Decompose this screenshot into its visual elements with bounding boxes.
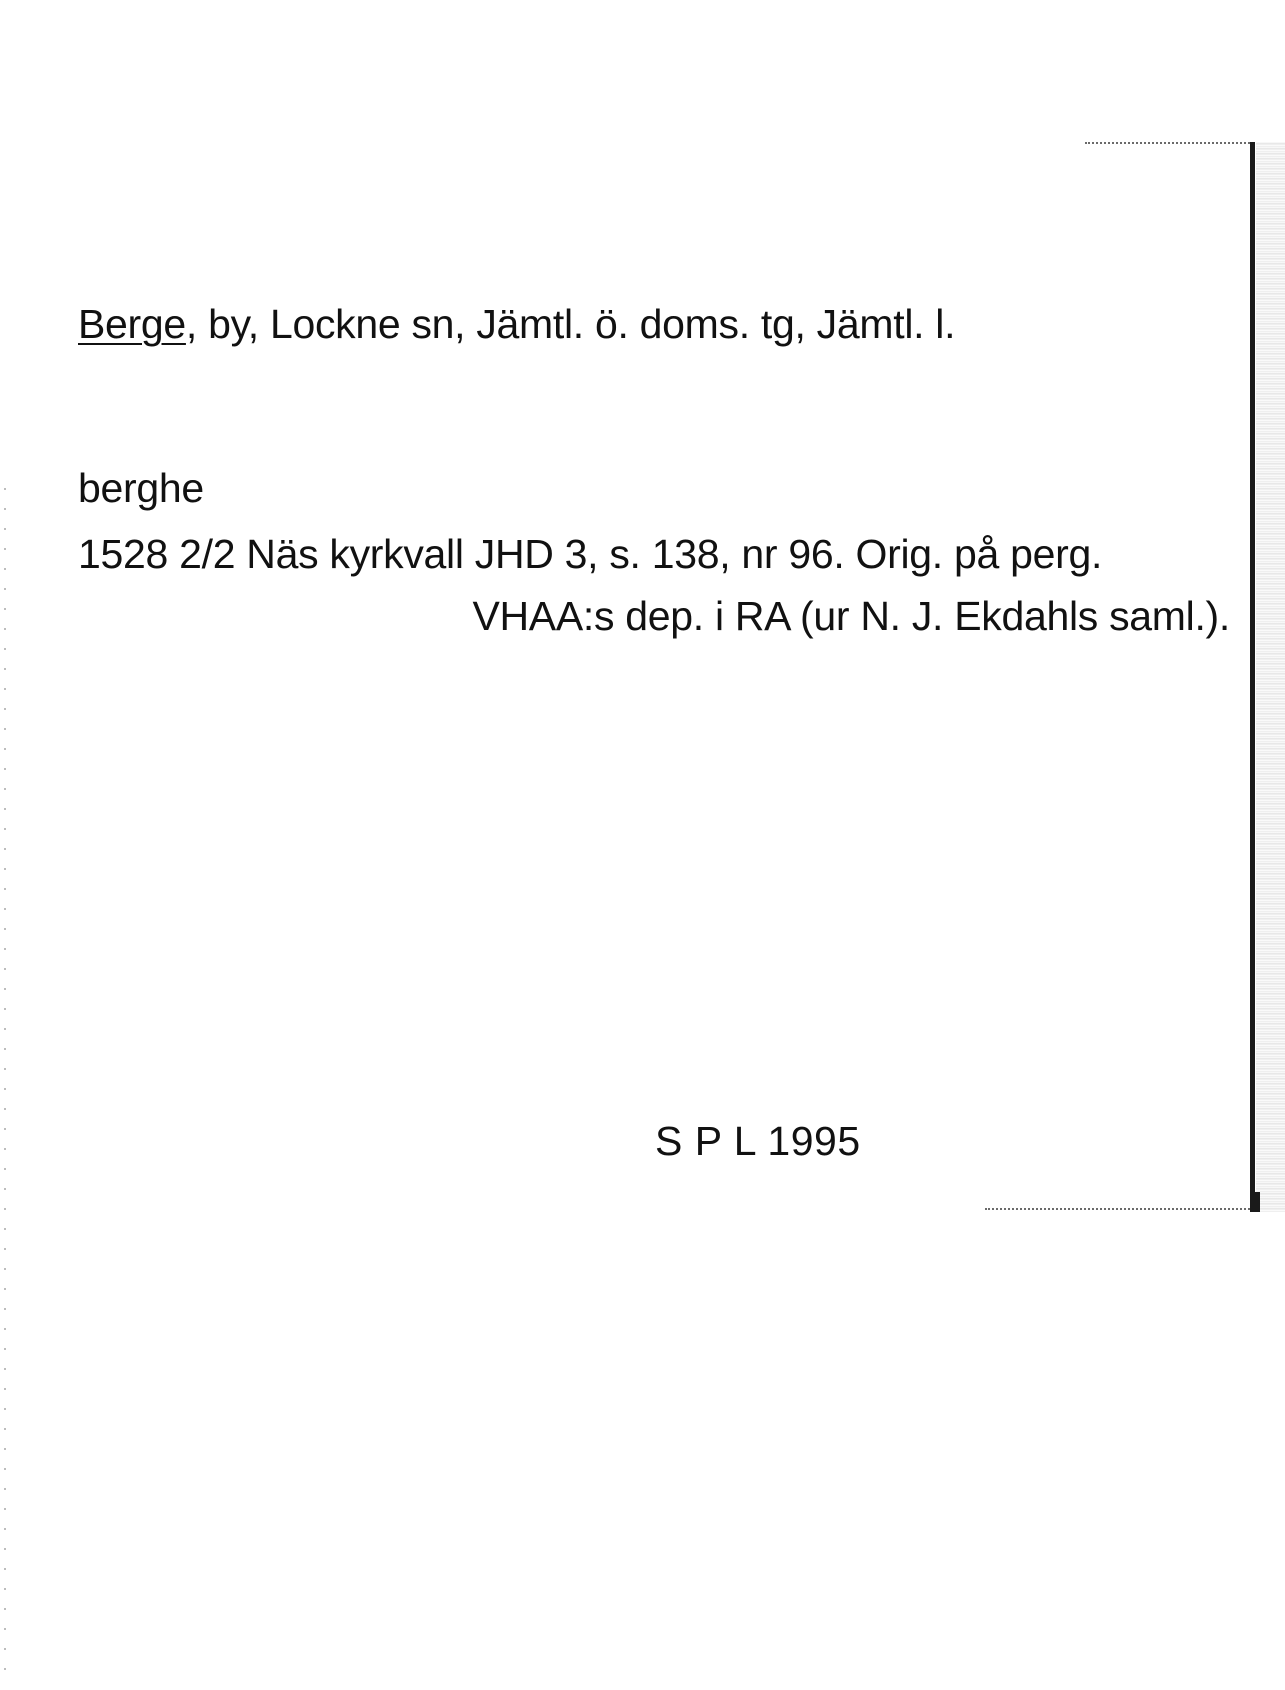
source-citation-line-2: VHAA:s dep. i RA (ur N. J. Ekdahls saml.). xyxy=(472,593,1230,639)
card-edge-top xyxy=(1085,142,1250,144)
scan-edge-left xyxy=(4,470,6,1670)
headword: Berge xyxy=(78,301,186,347)
card-edge-bottom xyxy=(985,1208,1250,1210)
source-citation-line-1: 1528 2/2 Näs kyrkvall JHD 3, s. 138, nr 96. Orig. på perg. xyxy=(78,531,1103,577)
card-edge-right xyxy=(1250,142,1255,1212)
card-edge-corner xyxy=(1250,1192,1260,1212)
historical-form: berghe xyxy=(78,465,204,511)
headword-description: , by, Lockne sn, Jämtl. ö. doms. tg, Jämtl. l. xyxy=(185,301,956,347)
headword-line xyxy=(78,300,955,348)
card-edge-texture xyxy=(1256,142,1285,1212)
signature: S P L 1995 xyxy=(655,1118,861,1164)
